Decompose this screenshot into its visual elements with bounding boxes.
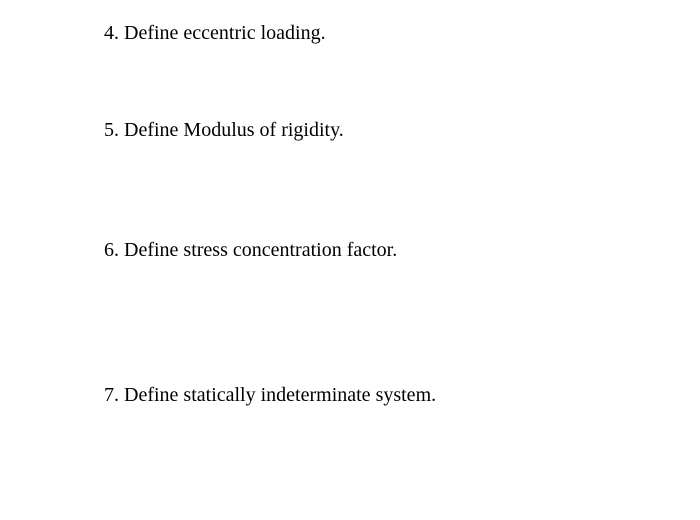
question-4: 4. Define eccentric loading. — [104, 22, 326, 44]
question-5: 5. Define Modulus of rigidity. — [104, 119, 344, 141]
question-7: 7. Define statically indeterminate system. — [104, 384, 437, 406]
question-6: 6. Define stress concentration factor. — [104, 239, 398, 261]
